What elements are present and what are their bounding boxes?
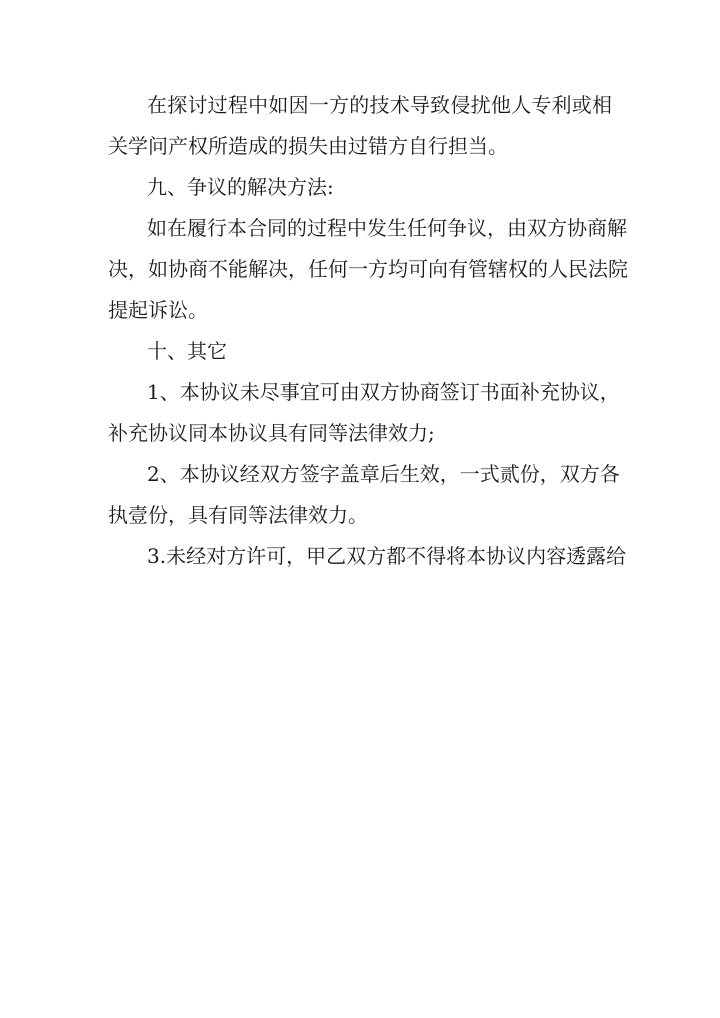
- paragraph-dispute-line-3: 提起诉讼。: [108, 298, 208, 322]
- paragraph-other-2-line-2: 执壹份，具有同等法律效力。: [108, 503, 368, 527]
- paragraph-dispute-line-2: 决，如协商不能解决，任何一方均可向有管辖权的人民法院: [108, 257, 628, 281]
- paragraph-ip-liability-line-1: 在探讨过程中如因一方的技术导致侵扰他人专利或相: [147, 93, 612, 117]
- paragraph-ip-liability-line-2: 关学问产权所造成的损失由过错方自行担当。: [108, 134, 508, 158]
- section-heading-other: 十、其它: [147, 339, 227, 363]
- paragraph-other-3-line-1: 3.未经对方许可，甲乙双方都不得将本协议内容透露给: [147, 544, 627, 568]
- paragraph-dispute-line-1: 如在履行本合同的过程中发生任何争议，由双方协商解: [147, 216, 627, 240]
- paragraph-other-2-line-1: 2、本协议经双方签字盖章后生效，一式贰份，双方各: [147, 462, 620, 486]
- paragraph-other-1-line-1: 1、本协议未尽事宜可由双方协商签订书面补充协议，: [147, 380, 620, 404]
- paragraph-other-1-line-2: 补充协议同本协议具有同等法律效力;: [108, 421, 435, 445]
- section-heading-dispute: 九、争议的解决方法:: [147, 175, 334, 199]
